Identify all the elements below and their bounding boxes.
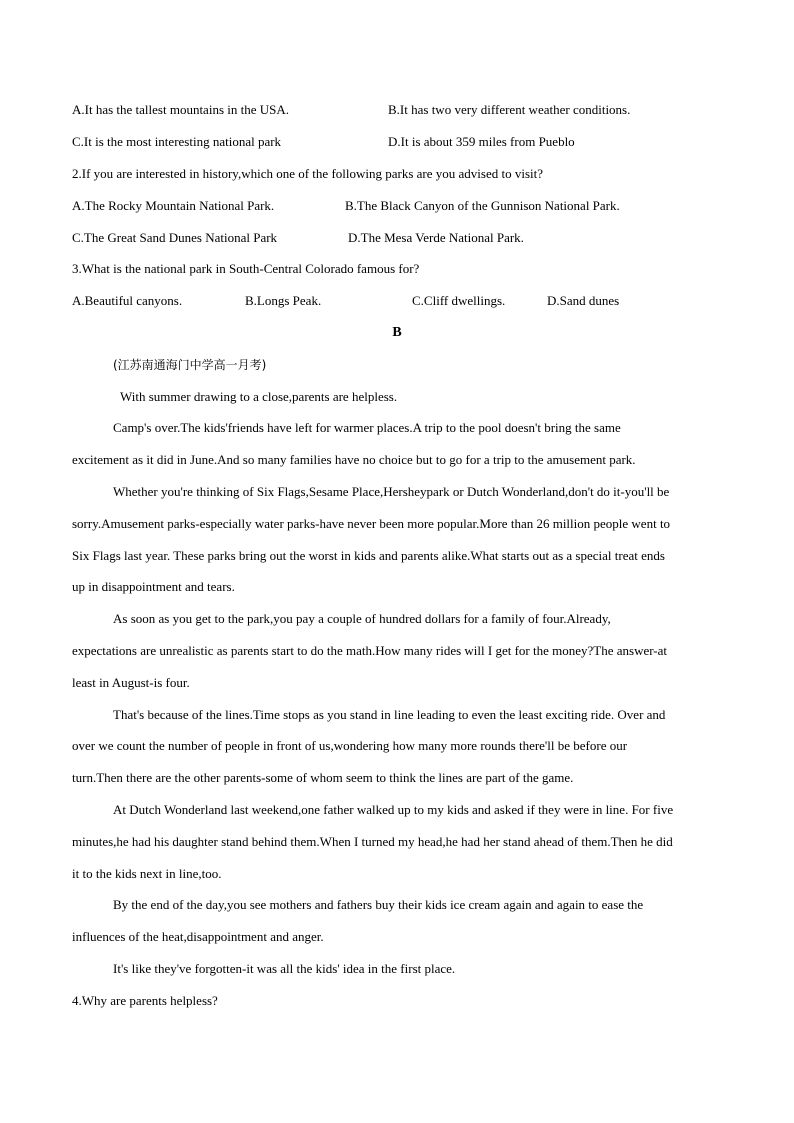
passage-line: By the end of the day,you see mothers and fathers buy their kids ice cream again and again to ease the [113, 897, 644, 912]
q3-option-d: D.Sand dunes [547, 293, 620, 308]
q4-stem: 4.Why are parents helpless? [72, 993, 218, 1008]
passage-line: excitement as it did in June.And so many families have no choice but to go for a trip to the amusement park. [72, 452, 636, 467]
passage-line: minutes,he had his daughter stand behind them.When I turned my head,he had her stand ahead of them.Then he did [72, 834, 673, 849]
passage-line: It's like they've forgotten-it was all the kids' idea in the first place. [113, 961, 456, 976]
passage-line: sorry.Amusement parks-especially water parks-have never been more popular.More than 26 million people went to [72, 516, 671, 531]
q3-option-c: C.Cliff dwellings. [412, 293, 506, 308]
section-heading: B [392, 325, 402, 340]
passage-line: Camp's over.The kids'friends have left for warmer places.A trip to the pool doesn't bring the same [113, 420, 621, 435]
passage-line: Whether you're thinking of Six Flags,Sesame Place,Hersheypark or Dutch Wonderland,don't do it-you'll be [113, 484, 670, 499]
passage-line: influences of the heat,disappointment and anger. [72, 929, 324, 944]
q3-stem: 3.What is the national park in South-Central Colorado famous for? [72, 261, 420, 276]
q1-option-a: A.It has the tallest mountains in the USA. [72, 102, 290, 117]
passage-line: That's because of the lines.Time stops as you stand in line leading to even the least exciting ride. Over and [113, 707, 666, 722]
passage-line: As soon as you get to the park,you pay a couple of hundred dollars for a family of four.Already, [113, 611, 611, 626]
q1-option-b: B.It has two very different weather conditions. [388, 102, 631, 117]
q3-option-a: A.Beautiful canyons. [72, 293, 183, 308]
source-note: (江苏南通海门中学高一月考) [113, 358, 267, 372]
passage-line: turn.Then there are the other parents-some of whom seem to think the lines are part of the game. [72, 770, 574, 785]
passage-line: expectations are unrealistic as parents start to do the math.How many rides will I get for the money?The answer-at [72, 643, 668, 658]
passage-line: With summer drawing to a close,parents are helpless. [120, 389, 398, 404]
q1-option-d: D.It is about 359 miles from Pueblo [388, 134, 575, 149]
passage-line: Six Flags last year. These parks bring out the worst in kids and parents alike.What starts out as a special treat ends [72, 548, 665, 563]
q2-option-d: D.The Mesa Verde National Park. [348, 230, 524, 245]
q3-option-b: B.Longs Peak. [245, 293, 322, 308]
q2-option-b: B.The Black Canyon of the Gunnison National Park. [345, 198, 620, 213]
passage-line: up in disappointment and tears. [72, 579, 235, 594]
passage-line: At Dutch Wonderland last weekend,one father walked up to my kids and asked if they were in line. For five [113, 802, 674, 817]
passage-line: it to the kids next in line,too. [72, 866, 222, 881]
passage-line: over we count the number of people in front of us,wondering how many more rounds there'll be before our [72, 738, 628, 753]
q2-option-c: C.The Great Sand Dunes National Park [72, 230, 278, 245]
q2-stem: 2.If you are interested in history,which one of the following parks are you advised to visit? [72, 166, 544, 181]
q1-option-c: C.It is the most interesting national park [72, 134, 282, 149]
q2-option-a: A.The Rocky Mountain National Park. [72, 198, 275, 213]
passage-line: least in August-is four. [72, 675, 190, 690]
